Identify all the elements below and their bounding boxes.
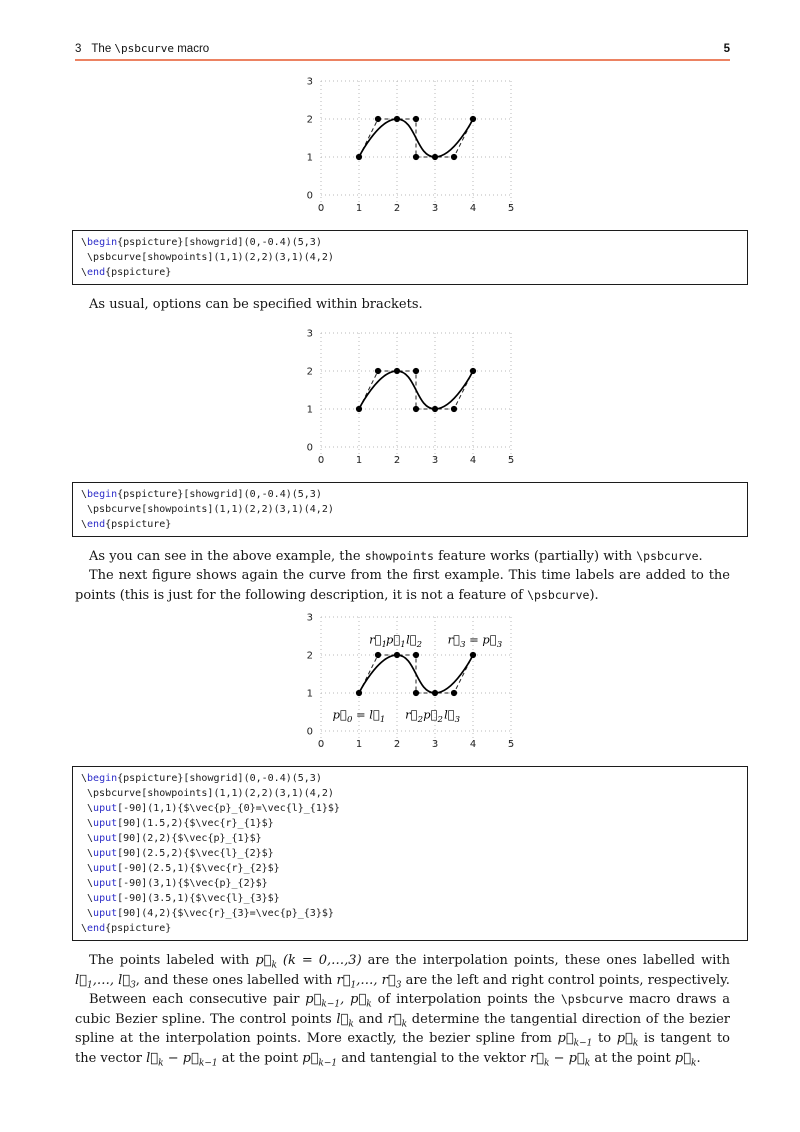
code-text: \psbcurve[showpoints](1,1)(2,2)(3,1)(4,2) <box>81 788 334 799</box>
inline-code: \psbcurve <box>527 587 590 602</box>
code-text: \ <box>81 878 94 889</box>
x-tick-label: 0 <box>317 454 325 466</box>
y-tick-label: 3 <box>306 328 313 339</box>
x-tick-label: 1 <box>355 203 363 214</box>
header-rule <box>75 59 730 61</box>
text-run: As usual, options can be specified within brackets. <box>89 297 423 312</box>
x-tick-label: 4 <box>469 739 477 750</box>
code-text: [90](2.5,2){$\vec{l}_{2}$} <box>117 848 274 859</box>
point-label: $p⃗_0$ = $l⃗_1$ <box>332 707 386 725</box>
code-line <box>81 861 739 876</box>
code-text: \ <box>81 848 94 859</box>
x-tick-label: 5 <box>507 454 515 466</box>
inline-math: $l⃗_1,\dots$, $l⃗_3$ <box>75 972 136 991</box>
code-line <box>81 816 739 831</box>
curve-point <box>451 405 457 411</box>
code-text: \ <box>81 818 94 829</box>
point-label: $r⃗_1$ <box>369 632 387 651</box>
code-keyword: uput <box>93 878 118 889</box>
code-line <box>81 891 739 906</box>
y-tick-label: 2 <box>306 650 313 662</box>
inline-code: showpoints <box>364 548 434 563</box>
point-label: $p⃗_1$ <box>386 632 406 651</box>
code-text: \psbcurve[showpoints](1,1)(2,2)(3,1)(4,2) <box>81 503 334 515</box>
text-run: , and these ones labelled with <box>135 972 337 988</box>
inline-math: $r⃗_1,\dots$, $r⃗_3$ <box>336 972 402 991</box>
code-text: \ <box>81 518 88 530</box>
y-tick-label: 2 <box>306 114 313 126</box>
y-tick-label: 3 <box>306 76 313 88</box>
inline-math: $r⃗_k$ <box>387 1011 408 1030</box>
code-text: \ <box>81 863 94 874</box>
code-line <box>81 876 739 891</box>
point-label: $l⃗_3$ <box>444 707 461 725</box>
point-label: $r⃗_2$ <box>405 707 424 725</box>
text-run: feature works (partially) with <box>433 548 637 564</box>
code-listing-1 <box>72 230 748 285</box>
code-text: [-90](2.5,1){$\vec{r}_{2}$} <box>117 863 280 874</box>
code-keyword: end <box>87 518 106 530</box>
text-run: . <box>696 1050 701 1066</box>
paragraph-next-figure <box>75 566 730 605</box>
curve-point <box>413 652 419 658</box>
code-text: \ <box>81 833 94 844</box>
code-line <box>81 487 739 502</box>
x-tick-label: 0 <box>317 203 325 214</box>
y-tick-label: 0 <box>306 726 313 738</box>
y-tick-label: 2 <box>306 366 313 377</box>
code-text: \ <box>81 908 94 919</box>
code-line <box>81 906 739 921</box>
y-tick-label: 1 <box>306 688 313 700</box>
text-run: macro draws a cubic Bezier spline. The control points <box>75 992 730 1027</box>
code-text: {pspicture}[showgrid](0,-0.4)(5,3) <box>117 488 322 500</box>
curve-point <box>375 367 381 373</box>
code-line <box>81 250 739 265</box>
x-tick-label: 3 <box>431 203 439 214</box>
text-run: determine the tangential direction of the bezier spline at the interpolation points. More exactly, the bezier spline from <box>75 1011 731 1046</box>
code-keyword: uput <box>93 908 118 919</box>
curve-point <box>394 116 400 122</box>
text-run: The next figure shows again the curve from the first example. This time labels are added to the points (this is just for the following description, it is not a feature of <box>75 568 730 603</box>
text-run: As you can see in the above example, the <box>89 548 365 564</box>
text-run: to <box>592 1031 617 1046</box>
point-label: $l⃗_2$ <box>406 632 423 651</box>
x-tick-label: 2 <box>393 454 401 466</box>
text-run: are the interpolation points, these ones labelled with <box>361 953 730 968</box>
code-keyword: uput <box>93 893 118 904</box>
point-label: $r⃗_3$ = $p⃗_3$ <box>447 632 503 651</box>
x-tick-label: 4 <box>469 454 477 466</box>
code-listing-3 <box>72 766 748 941</box>
code-line <box>81 235 739 250</box>
code-keyword: begin <box>87 488 118 500</box>
x-tick-label: 5 <box>507 203 515 214</box>
code-text: \ <box>81 237 88 248</box>
x-tick-label: 3 <box>431 454 439 466</box>
y-tick-label: 3 <box>306 612 313 624</box>
text-run: of interpolation points the <box>371 992 561 1007</box>
inline-math: $p⃗_{k-1}$ <box>302 1050 338 1069</box>
curve-point <box>432 405 438 411</box>
y-tick-label: 0 <box>306 190 313 202</box>
code-text: \ <box>81 923 88 934</box>
text-run: ). <box>589 587 599 603</box>
code-keyword: begin <box>87 237 118 248</box>
code-keyword: end <box>87 267 106 278</box>
text-run: The points labeled with <box>89 953 256 968</box>
text-run: macro <box>174 43 210 55</box>
figure-psbcurve-1 <box>72 71 748 226</box>
x-tick-label: 4 <box>469 203 477 214</box>
x-tick-label: 2 <box>393 203 401 214</box>
x-tick-label: 0 <box>317 739 325 750</box>
curve-point <box>356 405 362 411</box>
code-keyword: uput <box>93 863 118 874</box>
code-keyword: uput <box>93 803 118 814</box>
code-text: [-90](3,1){$\vec{p}_{2}$} <box>117 878 268 889</box>
curve-point <box>470 367 476 373</box>
curve-point <box>432 154 438 160</box>
code-line <box>81 786 739 801</box>
pspicture-plot <box>291 607 529 757</box>
curve-point <box>451 154 457 160</box>
text-run: at the point <box>217 1050 303 1066</box>
code-text: [-90](1,1){$\vec{p}_{0}=\vec{l}_{1}$} <box>117 803 340 814</box>
code-text: {pspicture}[showgrid](0,-0.4)(5,3) <box>117 773 322 784</box>
text-run: Between each consecutive pair <box>89 992 306 1007</box>
curve-point <box>375 116 381 122</box>
y-tick-label: 1 <box>306 404 313 415</box>
curve-point <box>451 690 457 696</box>
point-label: $p⃗_2$ <box>423 707 443 725</box>
code-text: \ <box>81 488 88 500</box>
curve-point <box>375 652 381 658</box>
x-tick-label: 2 <box>393 739 401 750</box>
curve-point <box>432 690 438 696</box>
paragraph-brackets <box>75 295 730 315</box>
pspicture-plot <box>291 323 529 473</box>
section-title <box>91 43 209 55</box>
inline-math: $r⃗_k$ − $p⃗_k$ <box>529 1050 591 1069</box>
inline-code: \psbcurve <box>636 548 699 563</box>
code-text: {pspicture}[showgrid](0,-0.4)(5,3) <box>117 237 322 248</box>
inline-math: $p⃗_{k-1}$ <box>557 1031 593 1049</box>
x-tick-label: 3 <box>431 739 439 750</box>
inline-math: $p⃗_k$ (k = 0,…,3) <box>255 953 362 971</box>
paragraph-points-description <box>75 951 730 990</box>
figure-psbcurve-2 <box>72 323 748 478</box>
text-run: The <box>91 43 115 55</box>
page-header <box>75 42 730 55</box>
curve-point <box>470 116 476 122</box>
inline-math: $p⃗_k$ <box>616 1031 639 1049</box>
text-run: . <box>698 548 703 564</box>
code-line <box>81 921 739 936</box>
text-run: at the point <box>590 1050 675 1066</box>
curve-point <box>413 154 419 160</box>
code-keyword: uput <box>93 833 118 844</box>
x-tick-label: 5 <box>507 739 515 750</box>
paragraph-bezier-description <box>75 990 730 1068</box>
y-tick-label: 0 <box>306 442 313 453</box>
text-run: are the left and right control points, respectively. <box>401 972 730 988</box>
curve-point <box>470 652 476 658</box>
paragraph-showpoints <box>75 547 730 567</box>
inline-code: \psbcurve <box>560 992 624 1006</box>
code-line <box>81 265 739 280</box>
pspicture-plot <box>291 71 529 221</box>
curve-point <box>413 116 419 122</box>
code-line <box>81 846 739 861</box>
code-line <box>81 801 739 816</box>
code-text: [90](4,2){$\vec{r}_{3}=\vec{p}_{3}$} <box>117 908 334 919</box>
code-text: \ <box>81 803 94 814</box>
code-keyword: end <box>87 923 106 934</box>
code-line <box>81 502 739 517</box>
curve-point <box>413 690 419 696</box>
code-text: \ <box>81 267 88 278</box>
code-text: {pspicture} <box>105 518 172 530</box>
figure-psbcurve-labeled <box>72 607 748 762</box>
inline-math: $p⃗_{k-1}$, $p⃗_k$ <box>305 992 372 1010</box>
code-line <box>81 771 739 786</box>
code-text: \ <box>81 773 88 784</box>
inline-math: $p⃗_k$ <box>674 1050 697 1069</box>
inline-math: $l⃗_k$ <box>336 1011 354 1030</box>
inline-math: $l⃗_k$ − $p⃗_{k-1}$ <box>146 1050 218 1069</box>
text-run: and <box>353 1011 388 1027</box>
curve-point <box>394 652 400 658</box>
inline-code: \psbcurve <box>114 42 175 55</box>
code-keyword: uput <box>93 848 118 859</box>
section-heading <box>75 42 209 55</box>
code-listing-2 <box>72 482 748 537</box>
text-run: and tantengial to the vektor <box>337 1050 530 1066</box>
text-run: is tangent to the vector <box>75 1031 730 1066</box>
code-keyword: begin <box>87 773 118 784</box>
code-line <box>81 831 739 846</box>
section-number: 3 <box>75 43 82 55</box>
code-text: \psbcurve[showpoints](1,1)(2,2)(3,1)(4,2) <box>81 252 334 263</box>
code-text: {pspicture} <box>105 923 172 934</box>
code-line <box>81 517 739 532</box>
code-text: \ <box>81 893 94 904</box>
curve-point <box>394 367 400 373</box>
curve-point <box>413 367 419 373</box>
curve-point <box>356 690 362 696</box>
curve-point <box>413 405 419 411</box>
page-number: 5 <box>723 43 730 55</box>
code-keyword: uput <box>93 818 118 829</box>
y-tick-label: 1 <box>306 152 313 164</box>
code-text: [90](2,2){$\vec{p}_{1}$} <box>117 833 262 844</box>
code-text: [90](1.5,2){$\vec{r}_{1}$} <box>117 818 274 829</box>
x-tick-label: 1 <box>355 739 363 750</box>
x-tick-label: 1 <box>355 454 363 466</box>
code-text: {pspicture} <box>105 267 172 278</box>
code-text: [-90](3.5,1){$\vec{l}_{3}$} <box>117 893 280 904</box>
curve-point <box>356 154 362 160</box>
